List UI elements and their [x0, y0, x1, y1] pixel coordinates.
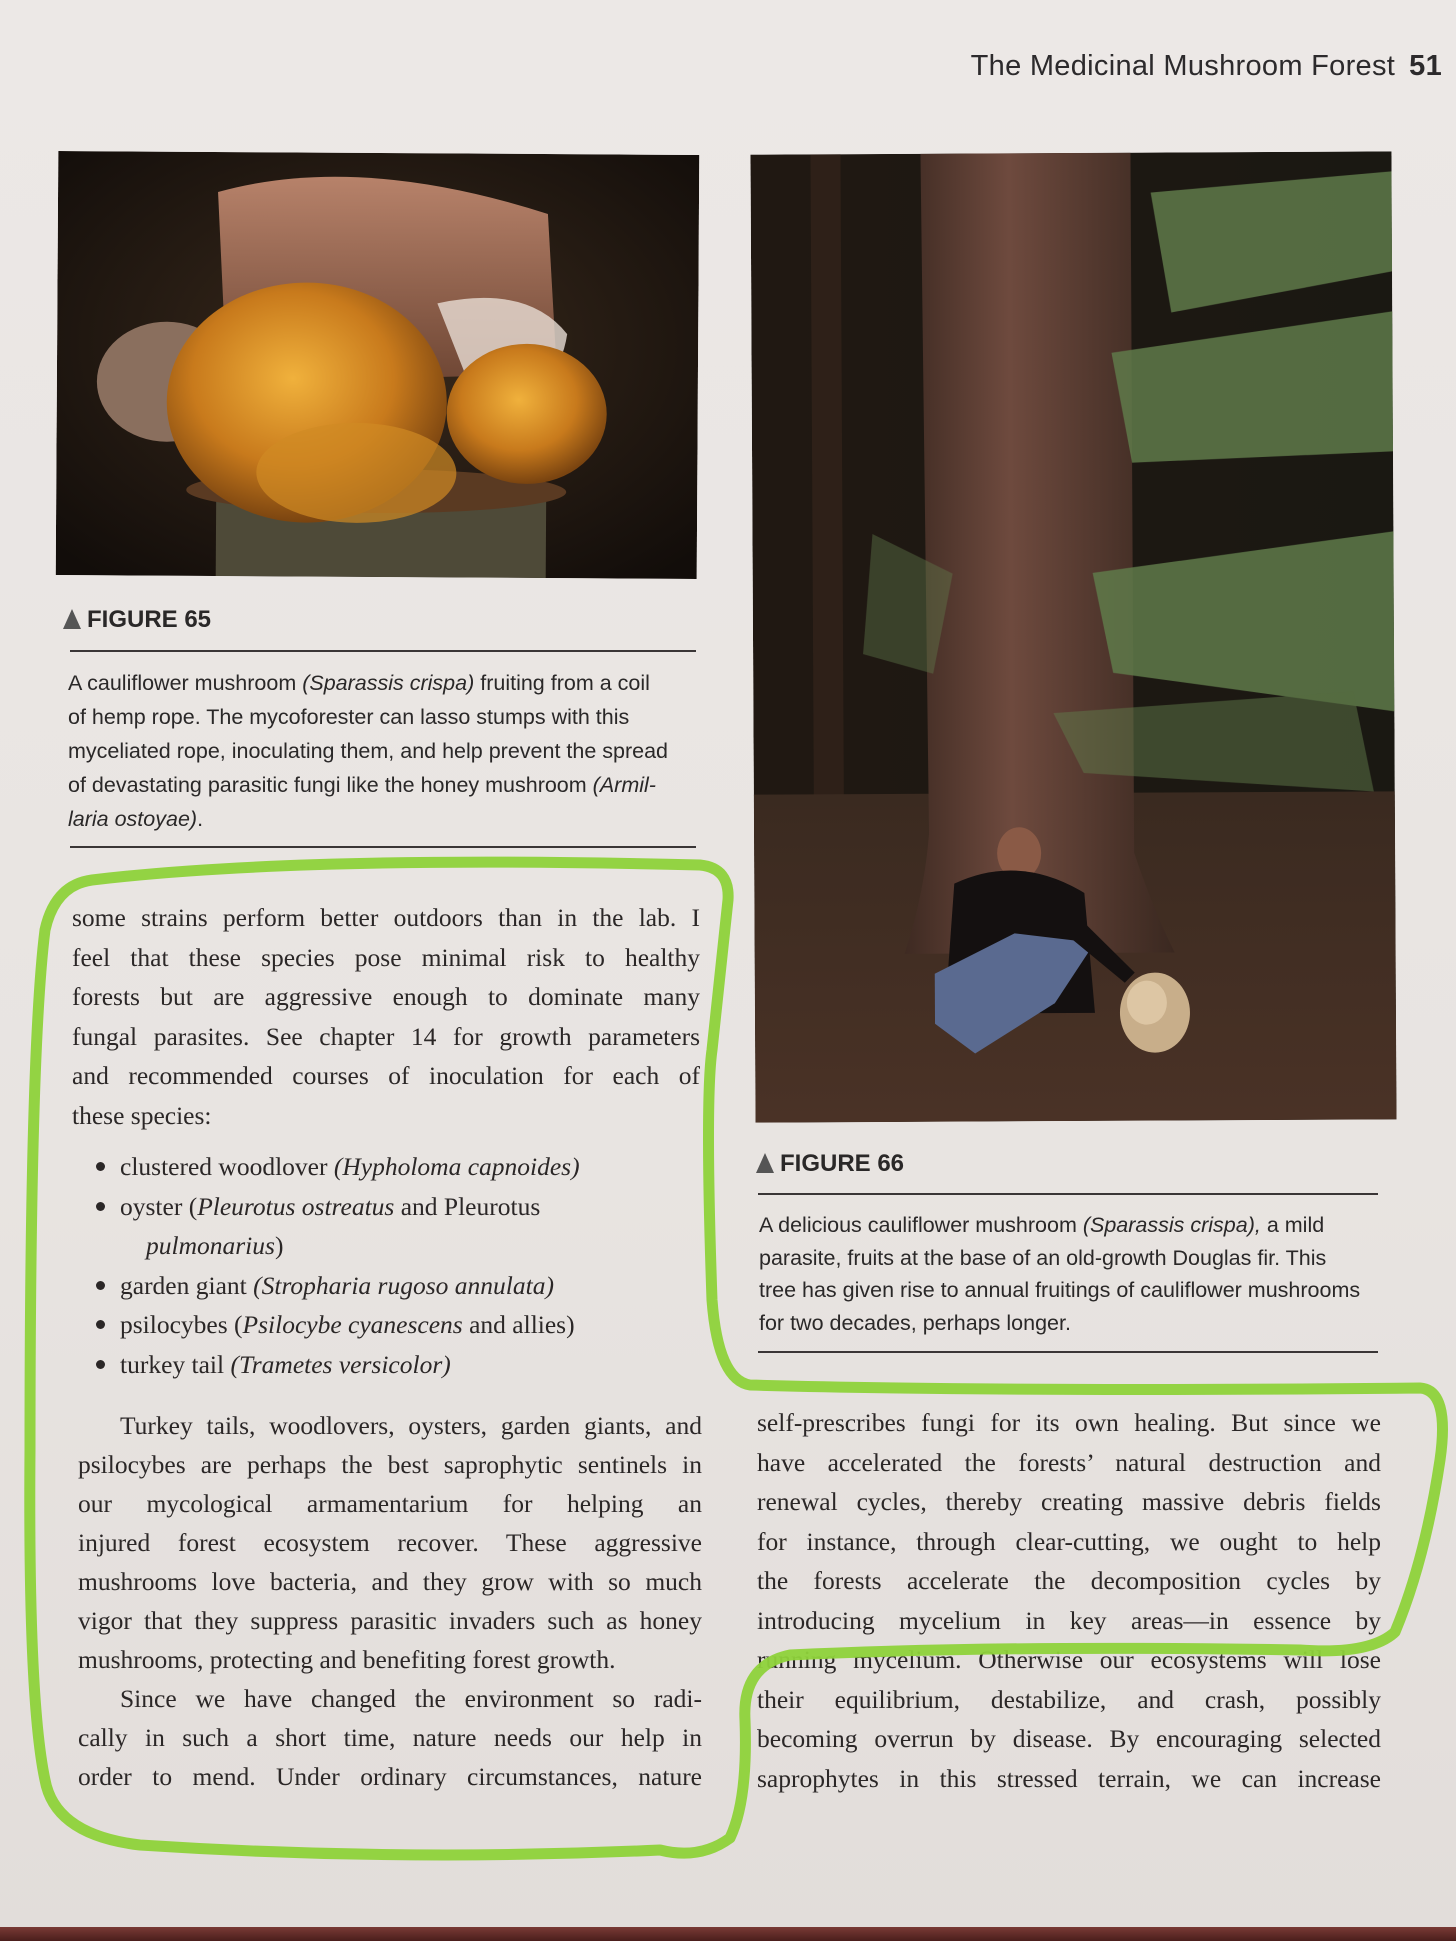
- page-bottom-edge: [0, 1927, 1456, 1941]
- chapter-title: The Medicinal Mushroom Forest: [970, 50, 1396, 82]
- text-line: forests but are aggressive enough to dominate many: [72, 982, 700, 1011]
- figure-65-label: [63, 606, 211, 634]
- text-line: psilocybes are perhaps the best saprophytic sentinels in: [78, 1450, 702, 1479]
- text-line: some strains perform better outdoors than in the lab. I: [72, 903, 700, 932]
- text-line: saprophytes in this stressed terrain, we can increase: [757, 1763, 1381, 1793]
- left-column-paragraphs: [78, 1406, 702, 1796]
- triangle-pointer-icon: [63, 609, 81, 629]
- text-line: vigor that they suppress parasitic invaders such as honey: [78, 1606, 702, 1635]
- caption-line: A cauliflower mushroom (Sparassis crispa) fruiting from a coil: [68, 671, 650, 695]
- caption-line: laria ostoyae).: [68, 807, 204, 831]
- text-line: cally in such a short time, nature needs our help in: [78, 1723, 702, 1752]
- caption-line: for two decades, perhaps longer.: [759, 1310, 1071, 1335]
- caption-rule-bottom: [70, 846, 696, 848]
- caption-line: myceliated rope, inoculating them, and help prevent the spread: [68, 739, 668, 763]
- list-item: psilocybes (Psilocybe cyanescens and allies): [94, 1305, 580, 1345]
- text-line: self-prescribes fungi for its own healing. But since we: [757, 1408, 1381, 1437]
- figure-66-label-text: FIGURE 66: [780, 1150, 905, 1177]
- left-column-intro: [72, 898, 700, 1135]
- right-column-text: [757, 1403, 1381, 1798]
- text-line: injured forest ecosystem recover. These aggressive: [78, 1528, 702, 1557]
- text-line: becoming overrun by disease. By encouraging selected: [757, 1724, 1381, 1753]
- text-line: renewal cycles, thereby creating massive debris fields: [757, 1487, 1381, 1516]
- text-line: introducing mycelium in key areas—in essence by: [757, 1605, 1381, 1635]
- species-list: [94, 1147, 580, 1384]
- text-line: have accelerated the forests’ natural destruction and: [757, 1447, 1381, 1477]
- text-line: Turkey tails, woodlovers, oysters, garden giants, and: [120, 1411, 702, 1440]
- caption-rule-top: [70, 650, 696, 652]
- caption-line: parasite, fruits at the base of an old-growth Douglas fir. This: [759, 1245, 1327, 1270]
- list-item: garden giant (Stropharia rugoso annulata): [94, 1266, 580, 1306]
- text-line: mushrooms love bacteria, and they grow with so much: [78, 1567, 702, 1596]
- figure-65-photo: [56, 151, 700, 579]
- figure-66-caption: [759, 1209, 1360, 1339]
- triangle-pointer-icon: [756, 1153, 774, 1173]
- figure-65-label-text: FIGURE 65: [87, 606, 212, 633]
- text-line: fungal parasites. See chapter 14 for growth parameters: [72, 1021, 700, 1051]
- figure-66-photo: [750, 151, 1396, 1122]
- caption-rule-top: [758, 1193, 1378, 1195]
- text-line: these species:: [72, 1100, 212, 1130]
- list-item: oyster (Pleurotus ostreatus and Pleurotus pulmonarius): [94, 1187, 580, 1266]
- caption-rule-bottom: [758, 1351, 1378, 1353]
- text-line: Since we have changed the environment so radi-: [120, 1684, 702, 1713]
- text-line: and recommended courses of inoculation for each of: [72, 1061, 700, 1090]
- text-line: mushrooms, protecting and benefiting forest growth.: [78, 1645, 616, 1674]
- list-item: turkey tail (Trametes versicolor): [94, 1345, 580, 1385]
- text-line: our mycological armamentarium for helping an: [78, 1489, 702, 1518]
- list-item: clustered woodlover (Hypholoma capnoides): [94, 1147, 580, 1187]
- caption-line: of hemp rope. The mycoforester can lasso stumps with this: [68, 705, 630, 729]
- figure-66-label: [756, 1150, 904, 1178]
- text-line: the forests accelerate the decomposition cycles by: [757, 1566, 1381, 1595]
- text-line: their equilibrium, destabilize, and crash, possibly: [757, 1684, 1381, 1714]
- running-head: [971, 50, 1442, 83]
- caption-line: tree has given rise to annual fruitings of cauliflower mushrooms: [759, 1278, 1361, 1302]
- caption-line: A delicious cauliflower mushroom (Sparassis crispa), a mild: [759, 1213, 1325, 1237]
- caption-line: of devastating parasitic fungi like the honey mushroom (Armil-: [68, 773, 656, 797]
- text-line: for instance, through clear-cutting, we ought to help: [757, 1526, 1381, 1556]
- text-line: running mycelium. Otherwise our ecosystems will lose: [757, 1645, 1381, 1674]
- text-line: order to mend. Under ordinary circumstances, nature: [78, 1762, 702, 1791]
- text-line: feel that these species pose minimal risk to healthy: [72, 942, 700, 972]
- figure-65-caption: [68, 666, 668, 836]
- page-number: 51: [1409, 50, 1442, 82]
